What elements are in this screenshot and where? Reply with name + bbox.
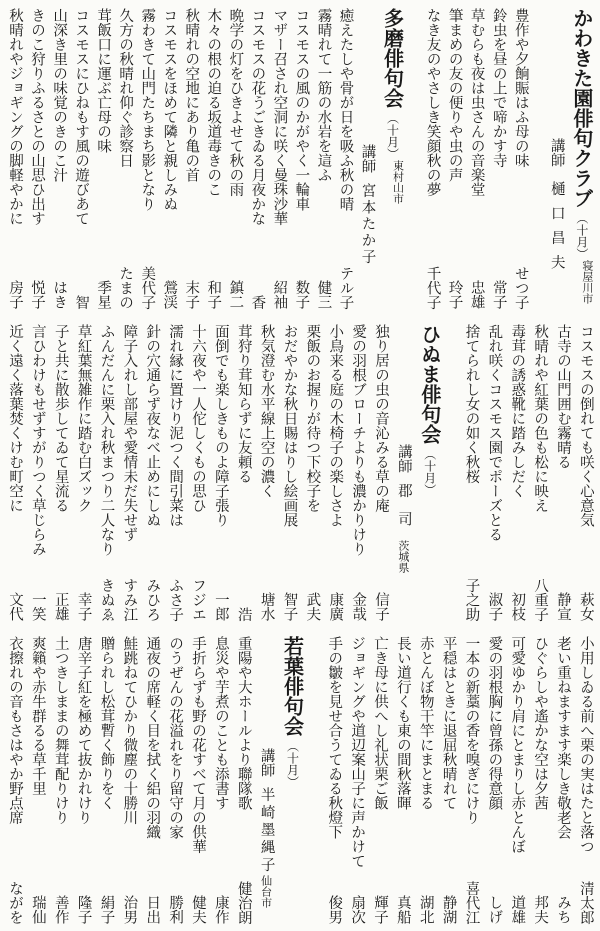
haiku-verse: 長い道行くも東の間秋落暉 — [394, 636, 411, 810]
teacher-name: 樋口昌夫 — [548, 181, 565, 279]
club-heading-wakaba — [281, 636, 305, 924]
haiku-entry — [281, 324, 298, 621]
haiku-author: 喜代江 — [463, 880, 480, 924]
haiku-author: 忠雄 — [468, 280, 485, 309]
haiku-verse: 草紅葉無雑作に踏む白ズック — [75, 324, 92, 513]
haiku-entry — [577, 636, 594, 924]
haiku-verse: コスモスをほめて隣と親しみぬ — [161, 8, 178, 211]
haiku-author: ふさ子 — [167, 577, 184, 621]
haiku-verse: 久方の秋晴れ仰ぐ診察日 — [117, 8, 134, 168]
haiku-entry — [336, 8, 353, 309]
teacher-label: 講師 — [258, 748, 275, 777]
haiku-verse: 小鳥来る庭の木椅子の楽しさよ — [327, 324, 344, 527]
haiku-entry — [212, 324, 229, 621]
haiku-author: 一笑 — [29, 592, 46, 621]
haiku-author: 邦夫 — [532, 895, 549, 924]
club-month: （十月） — [385, 112, 400, 160]
haiku-author: 玲子 — [446, 280, 463, 309]
haiku-entry — [463, 324, 480, 621]
haiku-author: 常子 — [490, 280, 507, 309]
haiku-entry — [204, 8, 221, 309]
haiku-verse: 障子入れし部屋や愛情未だ失せず — [121, 324, 138, 542]
haiku-verse: 通夜の席軽く目を拭く絽の羽織 — [144, 636, 161, 839]
haiku-entry — [143, 636, 160, 924]
haiku-verse: 愛の羽根胸に曾孫の得意顔 — [486, 636, 503, 810]
club-teacher-wakaba — [258, 636, 275, 924]
haiku-author: 和子 — [205, 280, 222, 309]
haiku-entry — [166, 636, 183, 924]
haiku-entry — [116, 8, 133, 309]
haiku-verse: 衣擦れの音もさはやか野点席 — [7, 636, 23, 825]
haiku-verse: 晩学の灯をひきよせて秋の雨 — [227, 8, 244, 197]
haiku-author: 健三 — [315, 280, 332, 309]
haiku-entry — [440, 636, 457, 924]
haiku-verse: 霧わきて山門たちまち影となり — [139, 8, 156, 211]
teacher-name: 郡司 — [395, 483, 412, 540]
haiku-entry — [577, 324, 594, 621]
haiku-verse: 爽籟や赤牛群るる草千里 — [29, 636, 46, 796]
haiku-verse: 一本の新藁の香を嗅ぎにけり — [463, 636, 480, 825]
haiku-entry — [189, 324, 206, 621]
haiku-entry — [258, 324, 275, 621]
haiku-entry — [394, 636, 411, 924]
haiku-entry — [226, 8, 243, 309]
haiku-verse: コスモスの倒れても咲く心意気 — [577, 324, 594, 527]
haiku-entry — [531, 636, 548, 924]
haiku-author: テル子 — [337, 265, 354, 309]
haiku-entry — [6, 8, 23, 309]
club-title: 多磨俳句会 — [380, 8, 405, 108]
club-location: 東村山市 — [391, 160, 405, 204]
teacher-label: 講師 — [548, 138, 565, 167]
haiku-author: 湖北 — [417, 895, 434, 924]
haiku-entry — [166, 324, 183, 621]
haiku-entry — [72, 8, 89, 309]
haiku-verse: 山深き里の味覚のきのこ汁 — [51, 8, 68, 182]
haiku-author: 季星 — [95, 280, 112, 309]
haiku-entry — [29, 636, 46, 924]
haiku-verse: 秋晴れや紅葉の色も松に映え — [532, 324, 549, 513]
haiku-verse: おだやかな秋日賜はりし絵画展 — [281, 324, 298, 527]
club-teacher-tama — [359, 8, 376, 309]
haiku-author: 扇次 — [349, 895, 366, 924]
haiku-verse: ジョギングや道辺案山子に声かけて — [349, 636, 366, 868]
haiku-author: 瑞仙 — [29, 895, 46, 924]
club-location: 寝屋川市 — [580, 260, 594, 304]
haiku-author: 千代子 — [424, 265, 441, 309]
haiku-verse: 赤とんぼ物干竿にまとまる — [417, 636, 434, 810]
haiku-author: 子之助 — [463, 577, 480, 621]
band-middle — [6, 324, 594, 621]
haiku-author: フジエ — [190, 577, 206, 621]
haiku-verse: 重陽や大ホールより聯隊歌 — [235, 636, 252, 810]
haiku-entry — [6, 324, 23, 621]
teacher-name: 半崎墨縄子 — [258, 787, 275, 875]
teacher-name: 宮本たか子 — [359, 183, 376, 266]
haiku-entry — [28, 8, 45, 309]
haiku-entry — [554, 324, 571, 621]
club-heading-hinuma — [418, 324, 442, 621]
haiku-verse: 贈られし松茸暫く飾りをく — [98, 636, 115, 810]
haiku-author: 香 — [249, 294, 266, 309]
haiku-verse: のうぜんの花溢れをり留守の家 — [167, 636, 184, 839]
haiku-author: みち — [555, 895, 571, 924]
haiku-verse: 針の穴通らず夜なべ止めにしぬ — [144, 324, 161, 527]
haiku-author: 末子 — [183, 280, 200, 309]
haiku-entry — [508, 636, 525, 924]
haiku-verse: 秋晴れの空地にあり亀の首 — [183, 8, 200, 182]
haiku-entry — [50, 8, 67, 309]
haiku-author: 鶯渓 — [161, 280, 178, 309]
haiku-entry — [485, 324, 502, 621]
band-top — [6, 8, 594, 309]
haiku-entry — [182, 8, 199, 309]
haiku-author: 浩 — [235, 606, 252, 621]
haiku-entry — [468, 8, 485, 309]
haiku-entry — [512, 8, 529, 309]
haiku-author: 智子 — [281, 592, 298, 621]
haiku-author: 塘水 — [258, 592, 275, 621]
haiku-verse: 濡れ縁に置けり泥つく間引菜は — [167, 324, 184, 527]
haiku-author: 真船 — [394, 895, 411, 924]
haiku-verse: 鮭跳ねてひかり微塵の十勝川 — [121, 636, 138, 825]
haiku-author: ながを — [7, 880, 23, 924]
club-title: かわきた園俳句クラブ — [569, 8, 594, 208]
haiku-entry — [138, 8, 155, 309]
haiku-verse: 捨てられし女の如く秋桜 — [463, 324, 480, 484]
haiku-verse: きのこ狩りふるさとの山思ひ出す — [29, 8, 46, 226]
haiku-author: しげ — [486, 895, 503, 924]
haiku-entry — [75, 636, 92, 924]
haiku-verse: 鈴虫を昼の上で啼かす寺 — [490, 8, 507, 168]
haiku-author: 房子 — [7, 280, 23, 309]
haiku-author: 健夫 — [190, 895, 206, 924]
haiku-entry — [348, 636, 365, 924]
haiku-verse: 息災や芋煮のことも添書す — [212, 636, 229, 810]
haiku-author: 正雄 — [52, 592, 69, 621]
haiku-author: 善作 — [52, 895, 69, 924]
haiku-verse: 土つきしままの舞茸配りけり — [52, 636, 69, 825]
haiku-entry — [371, 636, 388, 924]
haiku-author: 智 — [73, 294, 90, 309]
haiku-verse: ふんだんに栗入れ秋まつり二人なり — [98, 324, 115, 556]
haiku-verse: 可愛ゆかり肩にとまりし赤とんぼ — [509, 636, 526, 854]
haiku-entry — [52, 636, 69, 924]
haiku-entry — [490, 8, 507, 309]
haiku-author: 静湖 — [440, 895, 457, 924]
haiku-entry — [235, 324, 252, 621]
haiku-verse: 愛の羽根ブローチよりも濃かりけり — [350, 324, 367, 556]
haiku-verse: 古寺の山門囲む霧晴る — [555, 324, 571, 469]
haiku-verse: 平穏はときに退屈秋晴れて — [440, 636, 457, 810]
haiku-entry — [160, 8, 177, 309]
haiku-verse: 茸飯口に運ぶ亡母の味 — [95, 8, 112, 153]
haiku-author: 康作 — [212, 895, 229, 924]
haiku-author: 輝子 — [372, 895, 388, 924]
haiku-author: 金哉 — [350, 592, 367, 621]
haiku-entry — [29, 324, 46, 621]
haiku-verse: 十六夜や一人佗しくもの思ひ — [190, 324, 206, 513]
haiku-author: 一郎 — [212, 592, 229, 621]
haiku-author: 俊男 — [326, 895, 343, 924]
haiku-entry — [292, 8, 309, 309]
haiku-entry — [120, 636, 137, 924]
haiku-entry — [424, 8, 441, 309]
haiku-entry — [94, 8, 111, 309]
haiku-author: 勝利 — [167, 895, 184, 924]
club-title: ひぬま俳句会 — [417, 324, 442, 444]
haiku-author: みひろ — [144, 577, 161, 621]
haiku-entry — [270, 8, 287, 309]
haiku-entry — [554, 636, 571, 924]
haiku-author: 道雄 — [509, 895, 526, 924]
haiku-verse: コスモスの風のかがやく一輪車 — [293, 8, 310, 211]
haiku-entry — [248, 8, 265, 309]
haiku-author: 治男 — [121, 895, 138, 924]
haiku-author: 初枝 — [509, 592, 526, 621]
haiku-verse: 木々の根の迫る坂道毒きのこ — [205, 8, 222, 197]
haiku-entry — [98, 636, 115, 924]
haiku-entry — [372, 324, 389, 621]
haiku-entry — [531, 324, 548, 621]
haiku-author: 萩女 — [577, 592, 594, 621]
haiku-entry — [446, 8, 463, 309]
haiku-verse: 言ひわけもせずすがりつく草じらみ — [29, 324, 46, 556]
teacher-label: 講師 — [359, 144, 376, 173]
haiku-author: 静宣 — [555, 592, 571, 621]
haiku-verse: 秋晴れやジョギングの脚軽やかに — [7, 8, 23, 226]
haiku-author: はき — [51, 280, 68, 309]
haiku-entry — [326, 324, 343, 621]
haiku-entry — [98, 324, 115, 621]
haiku-verse: 筆まめの友の便りや虫の声 — [446, 8, 463, 182]
haiku-entry — [508, 324, 525, 621]
haiku-author: 日出 — [144, 895, 161, 924]
haiku-verse: 近く遠く落葉焚くけむ町空に — [7, 324, 23, 513]
club-teacher-hinuma — [395, 324, 412, 621]
band-bottom — [6, 636, 594, 924]
haiku-verse: 茸狩り茸知らずに友頼る — [235, 324, 252, 484]
club-heading-tama — [381, 8, 405, 309]
haiku-verse: 毒茸の誘惑靴に踏みしだく — [509, 324, 526, 498]
haiku-verse: 子と共に散歩してゐて星流る — [52, 324, 69, 513]
haiku-entry — [52, 324, 69, 621]
haiku-verse: 手の皺を見せ合うてゐる秋燈下 — [326, 636, 343, 839]
haiku-verse: 亡き母に供へし礼状栗ご飯 — [372, 636, 388, 810]
haiku-author: たまの — [117, 265, 134, 309]
haiku-verse: 小用しゐる前へ栗の実はたと落つ — [577, 636, 594, 854]
haiku-entry — [325, 636, 342, 924]
haiku-verse: 面倒でも楽しきものよ障子張り — [212, 324, 229, 527]
haiku-entry — [143, 324, 160, 621]
haiku-verse: 乱れ咲くコスモス園でポーズとる — [486, 324, 503, 542]
haiku-verse: 豊作や夕餉賑はふ母の味 — [512, 8, 529, 168]
haiku-entry — [75, 324, 92, 621]
haiku-author: 鎮二 — [227, 280, 244, 309]
haiku-entry — [349, 324, 366, 621]
haiku-entry — [417, 636, 434, 924]
haiku-verse: 唐辛子紅を極めて抜かれけり — [75, 636, 92, 825]
haiku-author: 八重子 — [532, 577, 549, 621]
haiku-entry — [6, 636, 23, 924]
haiku-author: 武夫 — [304, 592, 321, 621]
haiku-verse: マザー召され空洞に咲く曼珠沙華 — [271, 8, 288, 226]
teacher-label: 講師 — [395, 444, 412, 473]
haiku-entry — [303, 324, 320, 621]
haiku-author: 文代 — [7, 592, 23, 621]
haiku-author: 数子 — [293, 280, 310, 309]
club-month: （十月） — [574, 212, 589, 260]
haiku-author: 康廣 — [327, 592, 344, 621]
haiku-verse: コスモスの花うごきゐる月夜かな — [249, 8, 266, 226]
haiku-verse: 草むらも夜は虫さんの音楽堂 — [468, 8, 485, 197]
haiku-entry — [212, 636, 229, 924]
club-month: （十月） — [285, 740, 300, 788]
haiku-author: 絹子 — [98, 895, 115, 924]
haiku-verse: コスモスにひねもす風の遊びあて — [73, 8, 90, 226]
haiku-author: 清太郎 — [577, 880, 594, 924]
haiku-verse: 秋気澄む水平線上空の濃く — [258, 324, 275, 498]
club-teacher-kawakita — [548, 8, 565, 309]
haiku-verse: なき友のやさしき笑顔秋の夢 — [424, 8, 441, 197]
haiku-author: せつ子 — [512, 265, 529, 309]
haiku-author: きぬゑ — [98, 577, 115, 621]
haiku-verse: 栗飯のお握りが待つ下校子を — [304, 324, 321, 513]
haiku-author: 悦子 — [29, 280, 46, 309]
haiku-author: 信子 — [373, 592, 389, 621]
club-month: （十月） — [422, 448, 437, 496]
haiku-verse: 癒えたしや骨が日を吸ふ秋の晴 — [337, 8, 354, 211]
haiku-entry — [235, 636, 252, 924]
haiku-author: 幸子 — [75, 592, 92, 621]
club-title: 若葉俳句会 — [280, 636, 305, 736]
haiku-author: 健治朗 — [235, 880, 252, 924]
haiku-entry — [463, 636, 480, 924]
haiku-author: 紹袖 — [271, 280, 288, 309]
haiku-author: 淑子 — [486, 592, 503, 621]
haiku-author: 隆子 — [75, 895, 92, 924]
haiku-entry — [314, 8, 331, 309]
club-heading-kawakita — [570, 8, 594, 309]
haiku-entry — [120, 324, 137, 621]
club-location: 仙台市 — [259, 874, 273, 908]
haiku-author: 美代子 — [139, 265, 156, 309]
club-location: 茨城県 — [396, 540, 410, 573]
haiku-entry — [485, 636, 502, 924]
haiku-verse: 独り居の虫の音沁みる草の庵 — [373, 324, 389, 513]
haiku-verse: 老い重ねますます楽しき敬老会 — [555, 636, 571, 839]
haiku-verse: 霧晴れて一筋の水岩を這ふ — [315, 8, 332, 182]
haiku-verse: 手折らずも野の花すべて月の供華 — [190, 636, 206, 854]
haiku-verse: ひぐらしや遙かな空は夕茜 — [532, 636, 549, 810]
haiku-author: すみ江 — [121, 577, 138, 621]
haiku-entry — [189, 636, 206, 924]
